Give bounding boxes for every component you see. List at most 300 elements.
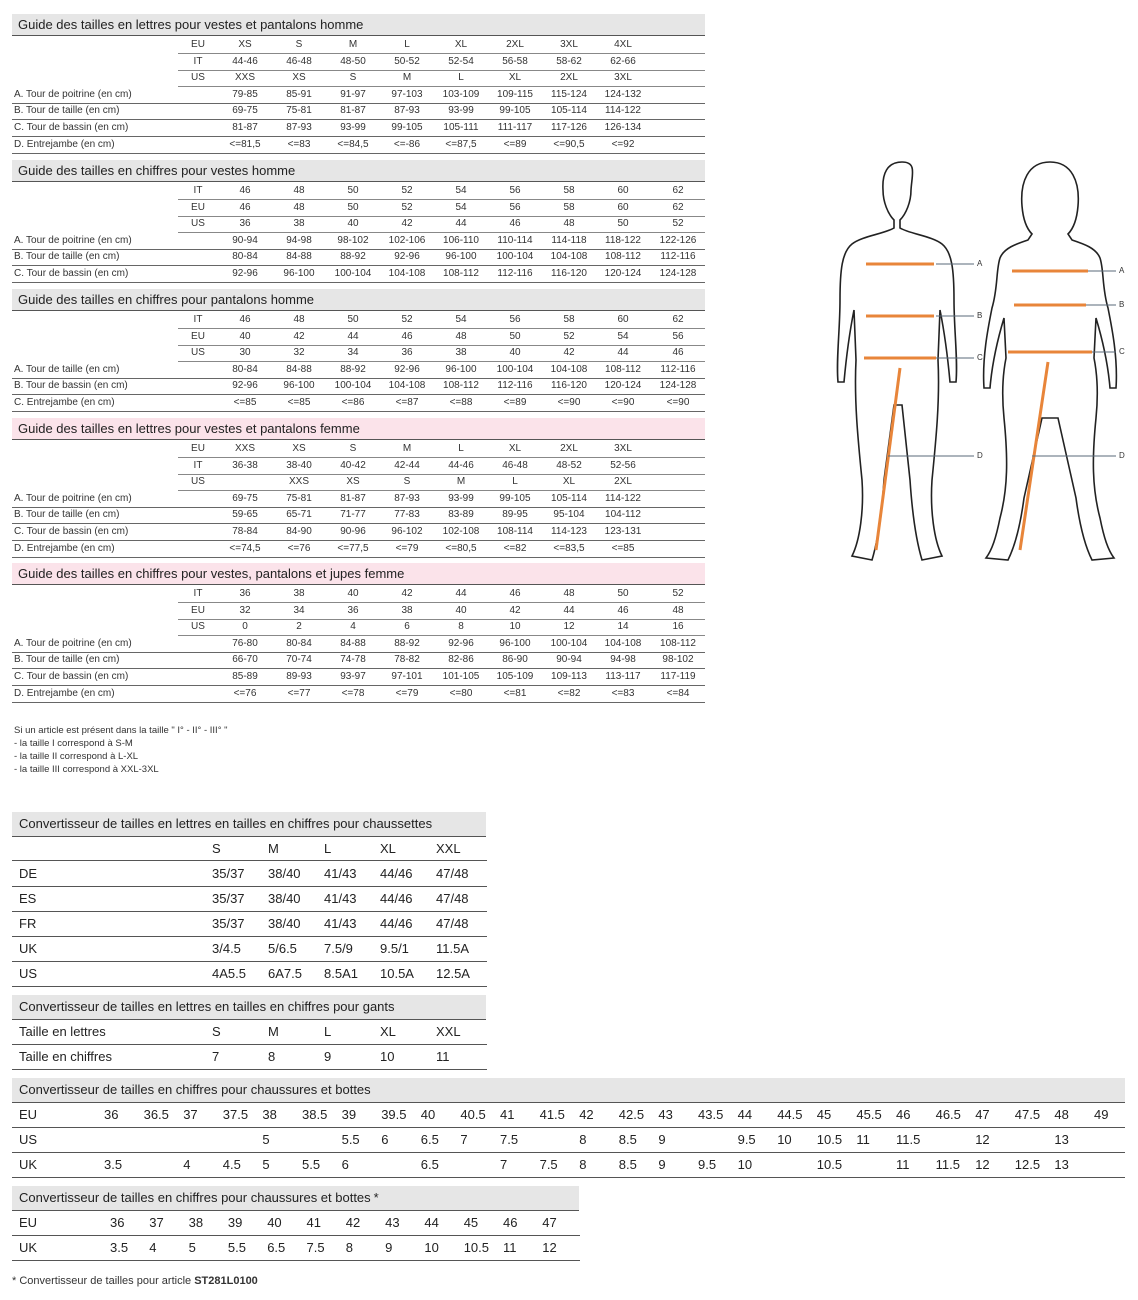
measurement-row: [14, 541, 705, 557]
size-cell: 4: [350, 621, 356, 633]
socks-row: [0, 936, 487, 961]
measurement-value: 91-97: [340, 88, 366, 100]
glove-size: M: [268, 1024, 279, 1039]
shoe-size: 36.5: [143, 1107, 169, 1122]
glove-row-label: Taille en lettres: [19, 1024, 106, 1039]
measurement-value: 109-115: [497, 88, 533, 100]
measurement-value: 104-108: [388, 380, 426, 392]
measurement-value: 92-96: [448, 637, 474, 649]
measurement-value: <=90: [666, 397, 690, 408]
size-cell: 3XL: [614, 72, 632, 84]
body-measurement-figures: [832, 158, 1132, 568]
measurement-value: 66-70: [232, 654, 258, 666]
measurement-value: 110-114: [497, 234, 533, 246]
country-label: US: [19, 1132, 38, 1147]
size-cell: 30: [239, 347, 251, 359]
measurement-value: 92-96: [232, 268, 258, 279]
size-cell: 40: [347, 218, 359, 230]
shoe-size: 11: [856, 1132, 870, 1147]
measurement-value: <=76: [233, 687, 257, 699]
size-cell: 50: [617, 218, 629, 230]
section-title: [12, 1186, 579, 1211]
sock-size: 44/46: [380, 891, 413, 906]
shoe-size: 41: [306, 1215, 321, 1230]
size-key-row: [178, 458, 705, 474]
measurement-value: 99-105: [391, 122, 423, 133]
size-key-row: [178, 441, 705, 457]
shoe-size: 39.5: [381, 1107, 407, 1122]
shoe-size: 4: [183, 1157, 191, 1172]
socks-row: [0, 911, 487, 936]
measurement-value: 93-99: [448, 492, 474, 504]
size-system-label: US: [191, 476, 205, 488]
measurement-value: 97-103: [391, 88, 423, 100]
shoe-size: 5: [262, 1157, 270, 1172]
measurement-value: 98-102: [337, 234, 369, 246]
sock-size: 3/4.5: [212, 941, 241, 956]
measurement-value: 101-105: [442, 671, 480, 682]
shoe-size: 39: [227, 1215, 243, 1230]
measurement-value: 80-84: [232, 251, 258, 263]
measurement-value: 115-124: [551, 88, 587, 100]
measurement-value: <=81,5: [229, 138, 261, 150]
measurement-value: 86-90: [502, 654, 528, 666]
glove-size: 10: [380, 1049, 395, 1064]
measurement-value: 93-99: [340, 122, 366, 133]
shoe-size: 38.5: [302, 1107, 328, 1122]
size-cell: 56: [509, 185, 521, 196]
size-cell: 44: [617, 347, 629, 359]
section-title-text: Convertisseur de tailles en lettres en tailles en chiffres pour chaussettes: [19, 816, 433, 831]
shoe-size: 8.5: [618, 1157, 637, 1172]
size-cell: 48: [293, 201, 305, 213]
measurement-value: 90-94: [232, 234, 258, 246]
measurement-value: 108-114: [497, 526, 533, 537]
size-cell: 36-38: [232, 459, 258, 471]
sock-size: 44/46: [380, 916, 413, 931]
measurement-label: C. Tour de bassin (en cm): [14, 268, 129, 279]
size-cell: 46: [239, 201, 251, 213]
size-system-label: EU: [191, 39, 205, 50]
glove-size: 11: [436, 1049, 450, 1064]
size-cell: 48: [293, 185, 305, 196]
measurement-value: 108-112: [443, 268, 479, 279]
note-line: - la taille II correspond à L-XL: [14, 751, 139, 762]
measurement-value: 82-86: [448, 654, 474, 666]
measurement-row: [14, 87, 705, 103]
measurement-value: <=90,5: [553, 138, 585, 150]
measurement-value: <=-86: [393, 138, 421, 150]
section-title-text: Convertisseur de tailles en lettres en tailles en chiffres pour gants: [19, 999, 395, 1014]
size-system-label: EU: [191, 330, 205, 342]
measurement-value: 95-104: [553, 509, 585, 521]
measurement-value: <=89: [503, 138, 527, 150]
size-cell: 3XL: [614, 443, 632, 454]
size-cell: 50: [509, 330, 521, 342]
measurement-value: 104-108: [550, 251, 588, 263]
measurement-value: <=87,5: [445, 138, 477, 150]
size-cell: XS: [292, 443, 306, 454]
glove-size: 8: [268, 1049, 276, 1064]
shoe-size: 7: [500, 1157, 508, 1172]
size-cell: 58: [563, 314, 575, 325]
measurement-label: B. Tour de taille (en cm): [14, 105, 120, 117]
shoe-size: 6: [341, 1157, 349, 1172]
size-cell: 48: [455, 330, 467, 342]
measurement-value: <=87: [395, 397, 419, 408]
measurement-value: <=84,5: [337, 138, 369, 150]
measurement-value: <=82: [503, 542, 527, 554]
measurement-value: 88-92: [394, 637, 420, 649]
measurement-value: 92-96: [394, 251, 420, 263]
measurement-value: 80-84: [232, 363, 258, 375]
measurement-value: 124-128: [659, 380, 697, 392]
shoe-size: 42: [345, 1215, 361, 1230]
shoe-size: 10.5: [816, 1157, 843, 1172]
measurement-value: 106-110: [443, 234, 479, 246]
size-cell: L: [512, 476, 518, 488]
measure-point-label: C: [1119, 347, 1125, 356]
size-cell: 46-48: [286, 55, 312, 67]
size-system-label: IT: [193, 588, 203, 599]
section-title-text: Convertisseur de tailles en chiffres pour chaussures et bottes: [19, 1082, 371, 1097]
size-cell: 42: [563, 347, 575, 359]
sock-size: 9.5/1: [380, 941, 409, 956]
shoe-size: 4.5: [222, 1157, 241, 1172]
shoe-size: 6: [381, 1132, 389, 1147]
measurement-value: 93-99: [448, 105, 474, 117]
shoe-size: 9.5: [698, 1157, 717, 1172]
measure-point-label: A: [1119, 266, 1125, 275]
asterisk: *: [373, 1190, 379, 1205]
measurement-value: 87-93: [286, 122, 312, 133]
measure-point-label: C: [977, 353, 983, 362]
measurement-value: 92-96: [394, 363, 420, 375]
size-cell: 58-62: [556, 55, 582, 67]
size-cell: 38-40: [286, 459, 312, 471]
size-cell: 56-58: [502, 55, 528, 67]
size-letter: S: [212, 841, 221, 856]
shoe-size: 45: [463, 1215, 479, 1230]
measurement-value: 89-93: [286, 671, 312, 682]
shoe-size: 46: [896, 1107, 911, 1122]
size-system-label: US: [191, 621, 205, 633]
measurement-value: <=80,5: [445, 542, 477, 554]
size-cell: 32: [239, 604, 251, 616]
size-cell: 54: [455, 314, 467, 325]
shoe-size: 39: [341, 1107, 357, 1122]
size-cell: 38: [293, 588, 305, 599]
size-cell: 60: [617, 314, 629, 325]
size-cell: 56: [672, 330, 684, 342]
size-cell: S: [349, 443, 357, 454]
footnote-text: * Convertisseur de tailles pour article: [12, 1275, 192, 1287]
size-cell: 42: [509, 604, 521, 616]
size-cell: 46: [239, 185, 251, 196]
measurement-value: 120-124: [604, 268, 642, 279]
measurement-value: 84-88: [286, 251, 312, 263]
shoe-size: 43: [385, 1215, 400, 1230]
size-cell: 52: [672, 218, 684, 230]
measurement-value: 104-108: [604, 637, 642, 649]
shoe-size: 5.5: [227, 1240, 246, 1255]
size-cell: 36: [239, 588, 251, 599]
measurement-value: 108-112: [660, 637, 696, 649]
size-letter: M: [268, 841, 279, 856]
size-key-row: [178, 54, 705, 70]
shoe-size: 41.5: [539, 1107, 565, 1122]
shoe-size: 6.5: [420, 1157, 439, 1172]
size-key-row: [178, 586, 705, 602]
sock-size: 35/37: [212, 916, 245, 931]
measurement-value: <=77,5: [337, 542, 369, 554]
size-cell: 46: [239, 314, 251, 325]
shoe-size: 10.5: [463, 1240, 489, 1255]
size-cell: 46: [509, 588, 521, 599]
size-key-row: [178, 329, 705, 345]
measurement-value: 105-111: [443, 122, 479, 133]
size-cell: 3XL: [560, 39, 578, 50]
measurement-value: <=83: [611, 687, 635, 699]
size-letter: L: [324, 841, 332, 856]
size-cell: 48: [563, 218, 575, 230]
size-cell: S: [349, 72, 357, 84]
glove-row-label: Taille en chiffres: [19, 1049, 112, 1064]
measurement-value: 126-134: [604, 122, 642, 133]
measurement-row: [14, 378, 705, 394]
shoe-size: 13: [1054, 1157, 1069, 1172]
measurement-label: A. Tour de poitrine (en cm): [14, 88, 132, 100]
size-cell: S: [295, 39, 303, 50]
note-line: - la taille I correspond à S-M: [14, 738, 133, 749]
size-cell: 52: [563, 330, 575, 342]
size-cell: 46: [509, 218, 521, 230]
size-cell: 40: [239, 330, 251, 342]
measurement-value: 102-106: [388, 234, 426, 246]
measurement-value: 81-87: [232, 122, 258, 133]
sock-size: 6A7.5: [268, 966, 302, 981]
measurement-value: 96-100: [283, 268, 315, 279]
section-title-text: Convertisseur de tailles en chiffres pour chaussures et bottes: [19, 1190, 371, 1205]
country-label: FR: [19, 916, 37, 931]
shoe-size: 38: [262, 1107, 277, 1122]
measurement-label: C. Tour de bassin (en cm): [14, 671, 129, 682]
measurement-value: 99-105: [499, 492, 531, 504]
row-divider: [12, 1260, 580, 1261]
glove-size: L: [324, 1024, 332, 1039]
shoe-size: 45.5: [856, 1107, 882, 1122]
measurement-value: <=89: [503, 397, 527, 408]
size-cell: 44: [455, 218, 467, 230]
measurement-value: 105-109: [496, 671, 534, 682]
measurement-value: <=83,5: [553, 542, 585, 554]
measurement-value: 87-93: [394, 492, 420, 504]
sock-size: 38/40: [268, 891, 301, 906]
measurement-value: 112-116: [497, 380, 533, 392]
size-cell: 34: [293, 604, 305, 616]
shoe-size: 36: [104, 1107, 119, 1122]
measurement-label: A. Tour de poitrine (en cm): [14, 637, 132, 649]
measurement-value: 59-65: [232, 509, 258, 521]
row-divider: [12, 153, 705, 154]
size-cell: 44: [455, 588, 467, 599]
measurement-label: B. Tour de taille (en cm): [14, 509, 120, 521]
sock-size: 41/43: [324, 916, 357, 931]
size-cell: 52: [672, 588, 684, 599]
female-figure-outline: [984, 162, 1117, 560]
country-label: ES: [19, 891, 37, 906]
size-cell: L: [404, 39, 410, 50]
shoe-size: 3.5: [104, 1157, 123, 1172]
footnote: [12, 1275, 258, 1288]
measurement-value: 123-131: [604, 526, 642, 537]
shoe-size: 47: [542, 1215, 557, 1230]
size-cell: 52: [401, 314, 413, 325]
size-cell: 60: [617, 201, 629, 213]
size-cell: 48: [672, 604, 684, 616]
shoe-size: 44: [737, 1107, 753, 1122]
size-cell: 48-52: [556, 459, 582, 471]
shoe-size: 12: [542, 1240, 557, 1255]
size-cell: 40-42: [340, 459, 366, 471]
measurement-value: 98-102: [662, 654, 694, 666]
size-cell: 46-48: [502, 459, 528, 471]
measurement-value: <=81: [503, 687, 527, 699]
measurement-value: 108-112: [605, 363, 641, 375]
article-code: ST281L0100: [194, 1275, 258, 1287]
size-cell: M: [402, 443, 412, 454]
measurement-value: 102-108: [442, 526, 480, 537]
shoe-size: 46.5: [935, 1107, 961, 1122]
measurement-row: [14, 266, 705, 282]
size-key-row: [178, 70, 705, 86]
shoe-size: 8: [579, 1157, 587, 1172]
measurement-label: B. Tour de taille (en cm): [14, 251, 120, 263]
shoe-size: 7: [460, 1132, 468, 1147]
row-divider: [12, 411, 705, 412]
measurement-value: 79-85: [232, 88, 258, 100]
socks-row: [0, 961, 487, 986]
measurement-label: D. Entrejambe (en cm): [14, 138, 115, 150]
measurement-label: A. Tour de poitrine (en cm): [14, 234, 132, 246]
size-cell: 42: [293, 330, 305, 342]
measurement-value: 80-84: [286, 637, 312, 649]
size-cell: 14: [617, 621, 629, 633]
size-cell: 38: [401, 604, 413, 616]
shoes2-row: [0, 1210, 580, 1235]
male-figure-outline: [837, 162, 956, 560]
size-cell: 34: [347, 347, 359, 359]
shoe-size: 10: [777, 1132, 792, 1147]
measurement-value: 93-97: [340, 671, 366, 682]
shoe-size: 47: [975, 1107, 990, 1122]
gloves-row: [0, 1019, 487, 1044]
shoe-size: 11: [896, 1157, 910, 1172]
measurement-row: [14, 652, 705, 668]
size-system-label: IT: [193, 55, 203, 67]
measurement-value: 96-100: [445, 363, 477, 375]
size-key-row: [178, 37, 705, 53]
measurement-value: 100-104: [496, 251, 534, 263]
measurement-value: <=85: [233, 397, 257, 408]
size-cell: 36: [347, 604, 359, 616]
measurement-value: 83-89: [448, 509, 474, 521]
size-system-label: US: [191, 218, 205, 230]
shoe-size: 44.5: [777, 1107, 803, 1122]
size-cell: 58: [563, 201, 575, 213]
measurement-value: 89-95: [502, 509, 528, 521]
size-cell: XS: [238, 39, 252, 50]
size-key-row: [178, 474, 705, 490]
size-cell: 56: [509, 201, 521, 213]
measurement-value: 112-116: [660, 251, 696, 263]
size-cell: 12: [563, 621, 575, 633]
size-cell: 4XL: [614, 39, 632, 50]
measurement-row: [14, 103, 705, 119]
measurement-value: 71-77: [340, 509, 366, 521]
shoe-size: 5.5: [341, 1132, 360, 1147]
measurement-row: [14, 137, 705, 153]
shoe-size: 4: [149, 1240, 157, 1255]
size-cell: 10: [509, 621, 521, 633]
row-divider: [12, 1069, 487, 1070]
size-cell: 48-50: [340, 55, 366, 67]
measurement-value: 104-108: [388, 268, 426, 279]
size-cell: 56: [509, 314, 521, 325]
measurement-value: 97-101: [391, 671, 423, 682]
size-cell: 36: [401, 347, 413, 359]
measurement-value: 114-123: [551, 526, 587, 537]
size-cell: 36: [239, 218, 251, 230]
sock-size: 5/6.5: [268, 941, 297, 956]
shoe-size: 5: [188, 1240, 196, 1255]
shoes-row: [0, 1127, 1125, 1152]
sock-size: 12.5A: [436, 966, 470, 981]
size-cell: 2: [296, 621, 302, 633]
size-cell: 42: [401, 218, 413, 230]
measurement-value: 81-87: [340, 492, 366, 504]
measurement-value: 96-100: [283, 380, 315, 392]
measurement-row: [14, 395, 705, 411]
measurement-value: <=90: [557, 397, 581, 408]
section-title: Guide des tailles en lettres pour vestes et pantalons homme: [12, 14, 705, 36]
shoe-size: 8: [345, 1240, 354, 1255]
measurement-value: 90-94: [556, 654, 582, 666]
country-label: EU: [19, 1215, 38, 1230]
size-cell: 2XL: [506, 39, 524, 50]
measurement-value: 112-116: [497, 268, 533, 279]
measurement-value: 116-120: [551, 268, 587, 279]
measurement-row: [14, 507, 705, 523]
size-cell: 40: [509, 347, 521, 359]
size-letter: XXL: [436, 841, 461, 856]
shoe-size: 8: [579, 1132, 587, 1147]
glove-size: 9: [324, 1049, 332, 1064]
shoe-size: 38: [188, 1215, 204, 1230]
shoe-size: 37: [149, 1215, 164, 1230]
sock-size: 47/48: [436, 891, 469, 906]
size-system-label: IT: [193, 459, 203, 471]
size-cell: XS: [346, 476, 360, 488]
measurement-row: [14, 686, 705, 702]
measurement-value: 105-114: [551, 105, 587, 117]
sock-size: 41/43: [324, 866, 357, 881]
measurement-value: <=84: [666, 687, 690, 699]
measurement-value: 88-92: [340, 363, 366, 375]
measurement-value: 74-78: [340, 654, 366, 666]
measurement-label: B. Tour de taille (en cm): [14, 654, 120, 666]
measurement-label: A. Tour de taille (en cm): [14, 363, 120, 375]
